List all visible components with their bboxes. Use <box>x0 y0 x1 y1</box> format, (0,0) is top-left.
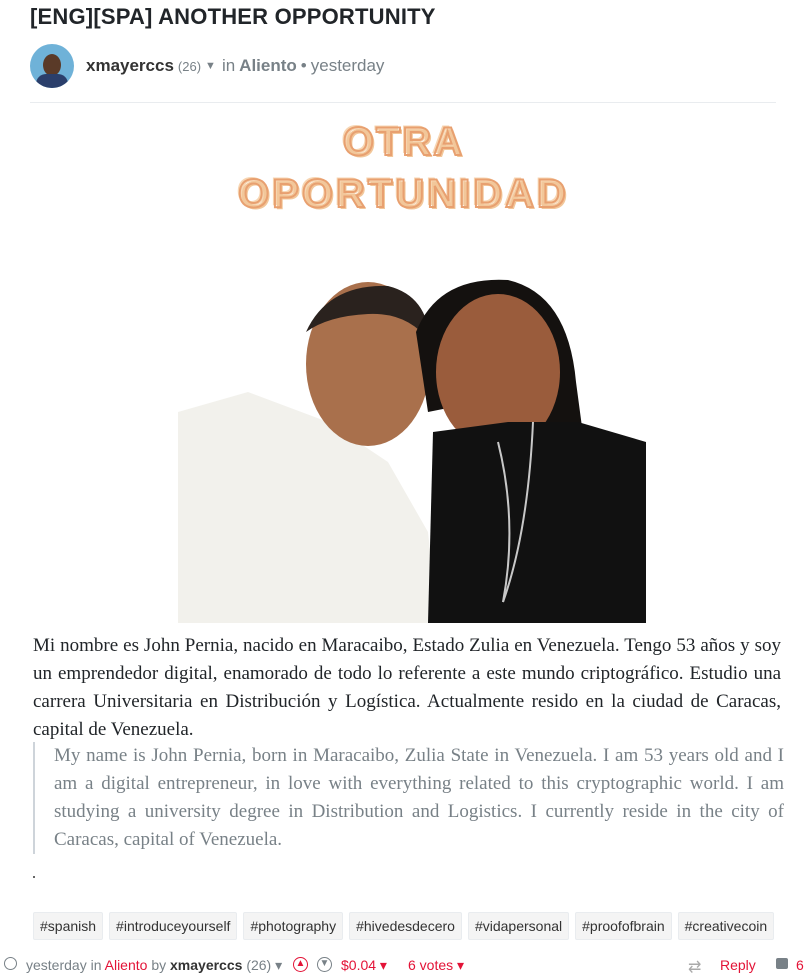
tag-hivedesdecero[interactable]: #hivedesdecero <box>349 912 462 940</box>
payout-value[interactable]: $0.04 ▾ <box>341 957 387 973</box>
votes-label: 6 votes <box>408 957 454 973</box>
in-label: in <box>221 56 236 75</box>
banner-line-2: OPORTUNIDAD <box>238 172 569 216</box>
tag-spanish[interactable]: #spanish <box>33 912 103 940</box>
stray-dot <box>33 876 35 878</box>
footer-meta <box>26 957 282 974</box>
post-time: yesterday <box>310 56 385 75</box>
tag-photography[interactable]: #photography <box>243 912 343 940</box>
tag-introduceyourself[interactable]: #introduceyourself <box>109 912 237 940</box>
clock-icon <box>4 957 17 970</box>
community-link[interactable]: Aliento <box>239 56 297 75</box>
tag-vidapersonal[interactable]: #vidapersonal <box>468 912 569 940</box>
footer-reputation: (26) <box>246 957 272 973</box>
caret-down-icon[interactable]: ▼ <box>205 60 216 72</box>
separator-dot: • <box>300 56 307 75</box>
votes-count[interactable]: 6 votes ▾ <box>408 957 465 973</box>
downvote-icon[interactable]: ▼ <box>317 957 332 972</box>
post-photo <box>178 272 646 623</box>
tag-proofofbrain[interactable]: #proofofbrain <box>575 912 672 940</box>
english-blockquote <box>33 742 784 854</box>
header-divider <box>30 102 776 103</box>
avatar[interactable] <box>30 44 74 88</box>
payout-amount: $0.04 <box>341 957 377 973</box>
reblog-icon[interactable]: ⇄ <box>688 959 702 976</box>
tag-list <box>33 912 774 940</box>
footer-author-link[interactable]: xmayerccs <box>170 957 243 973</box>
body-spanish: Mi nombre es John Pernia, nacido en Maracaibo, Estado Zulia en Venezuela. Tengo 53 años y soy un emprendedor digital, enamorado de todo lo referente a este mundo criptográfico. Estudio una carrera Universitaria en Distribución y Logística. Actualmente resido en la ciudad de Caracas, capital de Venezuela. <box>33 635 781 740</box>
footer-by-label: by <box>151 957 167 973</box>
comment-count[interactable]: 6 <box>796 957 804 973</box>
upvote-icon[interactable]: ▲ <box>293 957 308 972</box>
author-reputation: (26) <box>177 58 202 74</box>
author-link[interactable]: xmayerccs <box>86 56 174 75</box>
post-footer <box>0 954 807 976</box>
tag-creativecoin[interactable]: #creativecoin <box>678 912 775 940</box>
author-row <box>30 44 384 88</box>
banner-line-1: OTRA <box>342 120 465 164</box>
comment-icon[interactable] <box>776 958 788 969</box>
caret-down-icon[interactable]: ▾ <box>275 957 283 973</box>
reply-link[interactable]: Reply <box>720 957 756 973</box>
footer-community-link[interactable]: Aliento <box>104 957 148 973</box>
footer-time: yesterday <box>26 957 87 973</box>
footer-in-label: in <box>90 957 102 973</box>
post-title[interactable]: [ENG][SPA] ANOTHER OPPORTUNITY <box>30 4 436 29</box>
body-english: My name is John Pernia, born in Maracaibo, Zulia State in Venezuela. I am 53 years old and I am a digital entrepreneur, in love with everything related to this cryptographic world. I am studying a university degree in Distribution and Logistics. I currently reside in the city of Caracas, capital of Venezuela. <box>54 745 784 850</box>
